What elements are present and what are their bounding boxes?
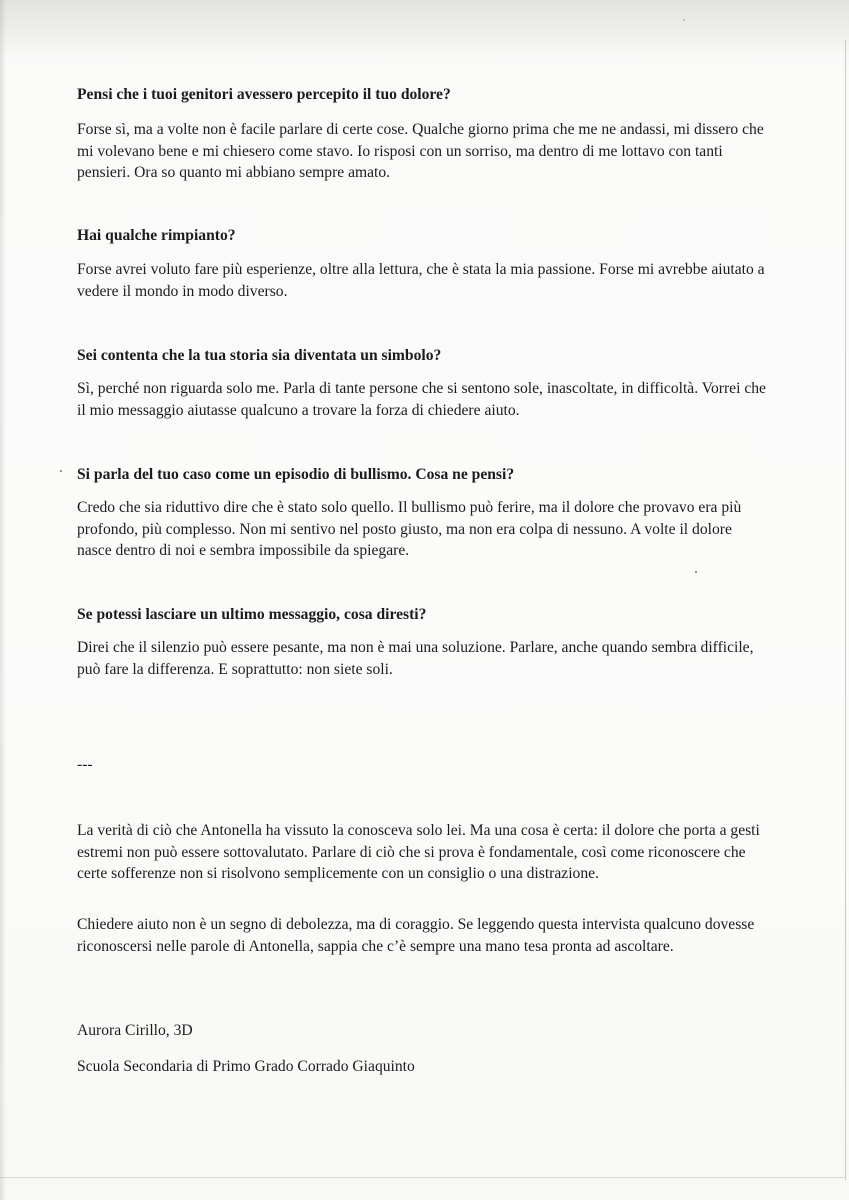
scan-speck	[695, 571, 697, 573]
scan-right-edge	[845, 40, 846, 1180]
author-name: Aurora Cirillo, 3D	[77, 1022, 193, 1039]
interview-answer: Credo che sia riduttivo dire che è stato solo quello. Il bullismo può ferire, ma il dolore che provavo era più profondo, più complesso. Non mi sentivo nel posto giusto, ma non era colpa di nessuno. A volte il dolore nasce dentro di noi e sembra impossibile da spiegare.	[77, 499, 742, 559]
interview-answer: Sì, perché non riguarda solo me. Parla di tante persone che si sentono sole, inascoltate, in difficoltà. Vorrei che il mio messaggio aiutasse qualcuno a trovare la forza di chiedere aiuto.	[77, 380, 766, 419]
interview-question: Hai qualche rimpianto?	[77, 227, 236, 244]
scan-speck	[60, 470, 62, 472]
conclusion-paragraph: La verità di ciò che Antonella ha vissuto la conosceva solo lei. Ma una cosa è certa: il dolore che porta a gesti estremi non può essere sottovalutato. Parlare di ciò che si prova è fondamentale, così come riconoscere che certe sofferenze non si risolvono semplicemente con un consiglio o una distrazione.	[77, 822, 760, 882]
interview-answer: Direi che il silenzio può essere pesante, ma non è mai una soluzione. Parlare, anche quando sembra difficile, può fare la differenza. E soprattutto: non siete soli.	[77, 639, 754, 678]
interview-answer: Forse sì, ma a volte non è facile parlare di certe cose. Qualche giorno prima che me ne andassi, mi dissero che mi volevano bene e mi chiesero come stavo. Io risposi con un sorriso, ma dentro di me lottavo con tanti pensieri. Ora so quanto mi abbiano sempre amato.	[77, 121, 764, 181]
interview-question: Se potessi lasciare un ultimo messaggio, cosa diresti?	[77, 606, 427, 623]
interview-question: Pensi che i tuoi genitori avessero percepito il tuo dolore?	[77, 86, 451, 103]
interview-question: Si parla del tuo caso come un episodio di bullismo. Cosa ne pensi?	[77, 466, 515, 483]
conclusion-paragraph: Chiedere aiuto non è un segno di debolezza, ma di coraggio. Se leggendo questa intervista qualcuno dovesse riconoscersi nelle parole di Antonella, sappia che c’è sempre una mano tesa pronta ad ascoltare.	[77, 916, 755, 955]
scan-bottom-edge	[0, 1177, 845, 1178]
interview-answer: Forse avrei voluto fare più esperienze, oltre alla lettura, che è stata la mia passione. Forse mi avrebbe aiutato a vedere il mondo in modo diverso.	[77, 261, 765, 300]
scan-speck	[683, 19, 685, 21]
school-name: Scuola Secondaria di Primo Grado Corrado Giaquinto	[77, 1058, 415, 1075]
scan-left-edge	[0, 0, 6, 1200]
scan-top-shadow	[0, 0, 849, 58]
section-separator: ---	[77, 756, 93, 773]
interview-question: Sei contenta che la tua storia sia diventata un simbolo?	[77, 347, 442, 364]
